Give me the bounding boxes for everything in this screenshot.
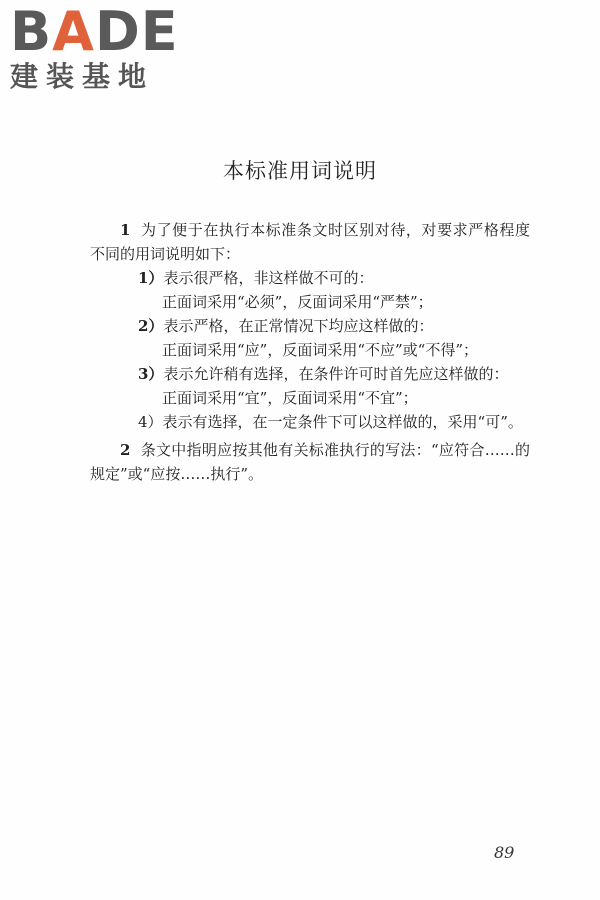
item-number: 3） (138, 365, 164, 383)
list-item-3 (138, 362, 530, 386)
item-number: 4） (138, 413, 163, 431)
logo (10, 0, 179, 94)
item-detail: 正面词采用“必须”，反面词采用“严禁”； (162, 293, 433, 311)
item-detail: 正面词采用“宜”，反面词采用“不宜”； (162, 389, 418, 407)
page-title: 本标准用词说明 (223, 159, 377, 183)
document-body (90, 218, 530, 486)
list-item-2 (138, 314, 530, 338)
item-text: 表示很严格，非这样做不可的： (163, 269, 374, 287)
clause-text: 条文中指明应按其他有关标准执行的写法：“应符合……的规定”或“应按……执行”。 (90, 441, 530, 483)
item-number: 1） (138, 269, 164, 287)
item-detail: 正面词采用“应”，反面词采用“不应”或“不得”； (162, 341, 479, 359)
list-item-1 (138, 266, 530, 290)
clause-number: 1 (120, 221, 131, 239)
logo-subtitle: 建装基地 (10, 60, 155, 93)
item-text: 表示允许稍有选择，在条件许可时首先应这样做的： (163, 365, 509, 383)
logo-wordmark: BADE (10, 0, 179, 63)
page-number: 89 (494, 843, 515, 862)
clause-1 (90, 218, 530, 266)
list-item-4 (138, 410, 530, 434)
item-number: 2） (138, 317, 164, 335)
clause-number: 2 (120, 441, 131, 459)
clause-2 (90, 438, 530, 486)
clause-text: 为了便于在执行本标准条文时区别对待，对要求严格程度不同的用词说明如下： (90, 221, 530, 263)
item-text: 表示严格，在正常情况下均应这样做的： (163, 317, 434, 335)
item-text: 表示有选择，在一定条件下可以这样做的，采用“可”。 (162, 413, 523, 431)
logo-accent-letter: A (52, 0, 95, 63)
